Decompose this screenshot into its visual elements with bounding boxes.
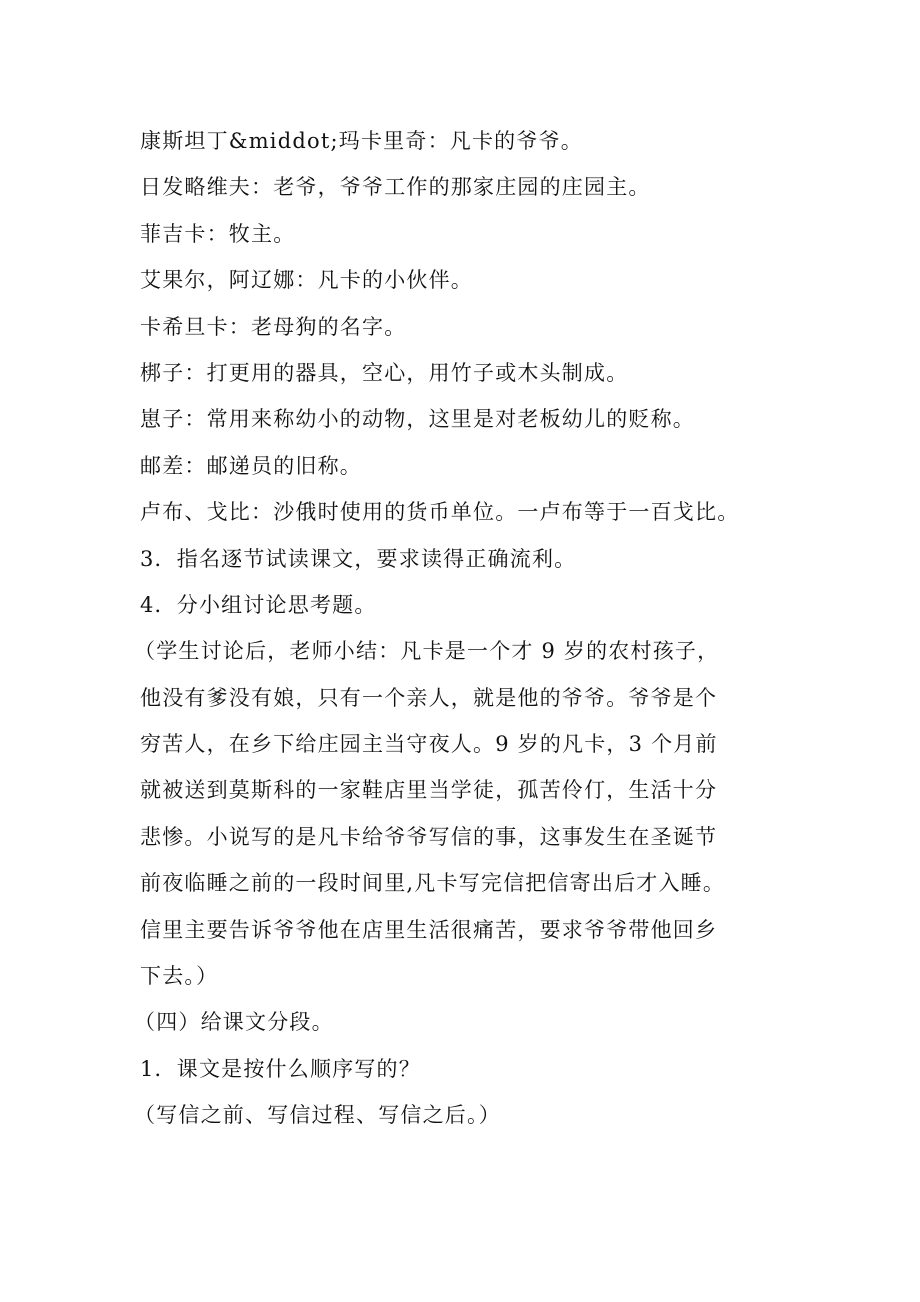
summary-line-4: 就被送到莫斯科的一家鞋店里当学徒，孤苦伶仃，生活十分 — [140, 778, 718, 803]
glossary-zhivarev: 日发略维夫：老爷，爷爷工作的那家庄园的庄园主。 — [140, 175, 651, 200]
glossary-youchai: 邮差：邮递员的旧称。 — [140, 453, 362, 478]
answer-1: （写信之前、写信过程、写信之后。） — [134, 1103, 501, 1128]
document-page — [134, 118, 800, 1139]
glossary-bangzi: 梆子：打更用的器具，空心，用竹子或木头制成。 — [140, 360, 629, 385]
section-heading-4: （四）给课文分段。 — [134, 1010, 334, 1035]
glossary-egor-olga: 艾果尔，阿辽娜：凡卡的小伙伴。 — [140, 268, 473, 293]
summary-line-3: 穷苦人，在乡下给庄园主当守夜人。9 岁的凡卡，3 个月前 — [140, 732, 718, 757]
summary-line-6: 前夜临睡之前的一段时间里,凡卡写完信把信寄出后才入睡。 — [140, 871, 726, 896]
glossary-ruble-kopeck: 卢布、戈比：沙俄时使用的货币单位。一卢布等于一百戈比。 — [140, 500, 740, 525]
glossary-zaizi: 崽子：常用来称幼小的动物，这里是对老板幼儿的贬称。 — [140, 407, 695, 432]
glossary-konstantin: 康斯坦丁&middot;玛卡里奇：凡卡的爷爷。 — [140, 129, 583, 153]
question-1: 1．课文是按什么顺序写的？ — [140, 1056, 421, 1081]
summary-line-1: （学生讨论后，老师小结：凡卡是一个才 9 岁的农村孩子， — [134, 639, 720, 664]
step-4: 4．分小组讨论思考题。 — [140, 592, 377, 617]
summary-line-5: 悲惨。小说写的是凡卡给爷爷写信的事，这事发生在圣诞节 — [140, 824, 718, 849]
summary-line-7: 信里主要告诉爷爷他在店里生活很痛苦，要求爷爷带他回乡 — [140, 917, 718, 942]
glossary-kashtanka: 卡希旦卡：老母狗的名字。 — [140, 314, 407, 339]
glossary-fedka: 菲吉卡：牧主。 — [140, 221, 296, 246]
summary-line-8: 下去。） — [140, 964, 219, 989]
step-3: 3．指名逐节试读课文，要求读得正确流利。 — [140, 546, 577, 571]
summary-line-2: 他没有爹没有娘，只有一个亲人，就是他的爷爷。爷爷是个 — [140, 685, 718, 710]
